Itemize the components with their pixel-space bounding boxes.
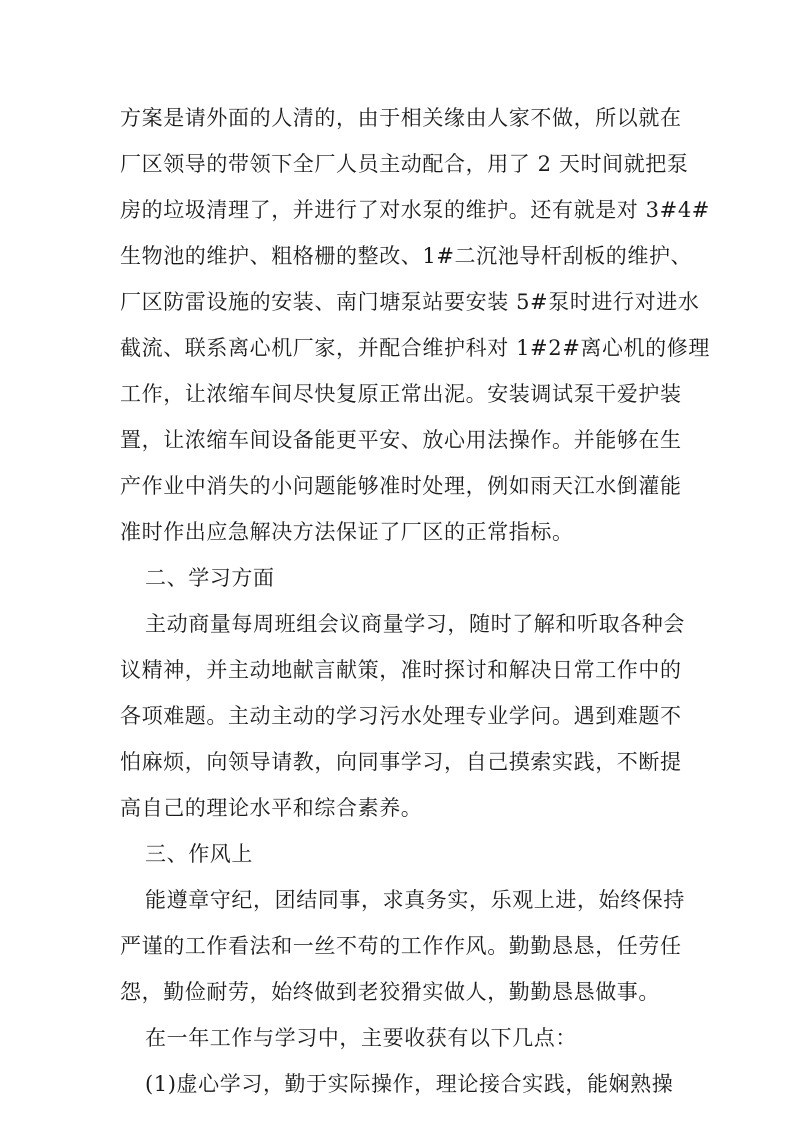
text-line: 各项难题。主动主动的学习污水处理专业学问。遇到难题不	[120, 704, 682, 728]
text-line: 工作，让浓缩车间尽快复原正常出泥。安装调试泵干爱护装	[120, 382, 682, 406]
text-line: 主动商量每周班组会议商量学习，随时了解和听取各种会	[145, 612, 685, 636]
text-line: 议精神，并主动地献言献策，准时探讨和解决日常工作中的	[120, 658, 682, 682]
text-line: 高自己的理论水平和综合素养。	[120, 796, 423, 820]
text-line: (1)虚心学习，勤于实际操作，理论接合实践，能娴熟操	[145, 1072, 674, 1096]
text-line: 怨，勤俭耐劳，始终做到老狡猾实做人，勤勤恳恳做事。	[120, 980, 660, 1004]
text-line: 准时作出应急解决方法保证了厂区的正常指标。	[120, 520, 574, 544]
text-line: 生物池的维护、粗格栅的整改、1#二沉池导杆刮板的维护、	[120, 244, 693, 268]
section-heading-study: 二、学习方面	[145, 566, 275, 590]
text-line: 房的垃圾清理了，并进行了对水泵的维护。还有就是对 3#4#	[120, 198, 710, 222]
section-heading-style: 三、作风上	[145, 842, 253, 866]
text-line: 怕麻烦，向领导请教，向同事学习，自己摸索实践，不断提	[120, 750, 682, 774]
text-line: 截流、联系离心机厂家，并配合维护科对 1#2#离心机的修理	[120, 336, 710, 360]
text-line: 在一年工作与学习中，主要收获有以下几点：	[145, 1026, 577, 1050]
text-line: 产作业中消失的小问题能够准时处理，例如雨天江水倒灌能	[120, 474, 682, 498]
text-line: 严谨的工作看法和一丝不苟的工作作风。勤勤恳恳，任劳任	[120, 934, 682, 958]
text-line: 置，让浓缩车间设备能更平安、放心用法操作。并能够在生	[120, 428, 682, 452]
text-line: 厂区防雷设施的安装、南门塘泵站要安装 5#泵时进行对进水	[120, 290, 700, 314]
text-line: 方案是请外面的人清的，由于相关缘由人家不做，所以就在	[120, 106, 682, 130]
text-line: 厂区领导的带领下全厂人员主动配合，用了 2 天时间就把泵	[120, 152, 689, 176]
text-line: 能遵章守纪，团结同事，求真务实，乐观上进，始终保持	[145, 888, 685, 912]
